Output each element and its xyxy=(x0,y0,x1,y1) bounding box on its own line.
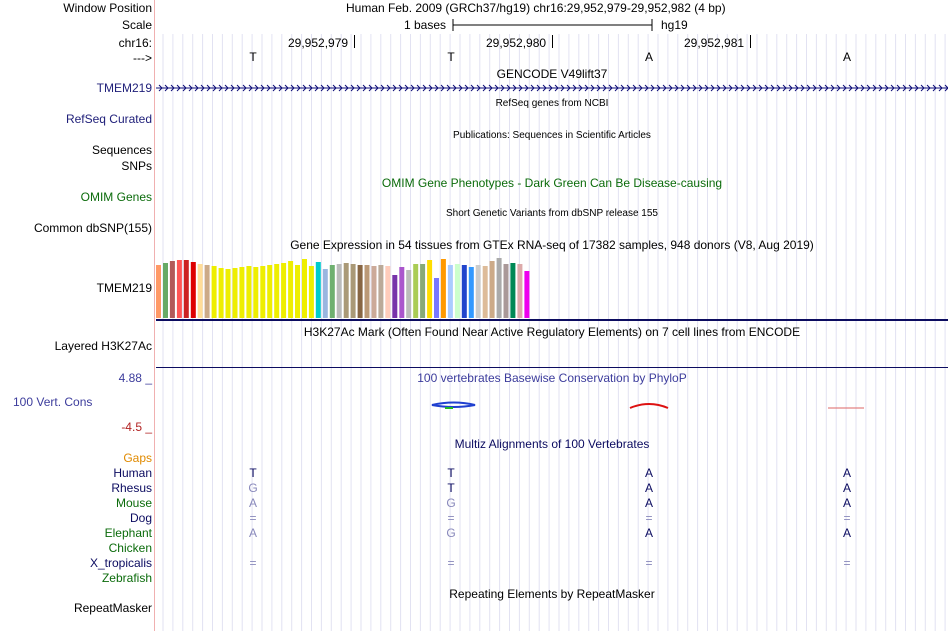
conservation-min-label: -4.5 _ xyxy=(121,420,152,434)
scale-bar xyxy=(452,17,654,33)
alignment-base: T xyxy=(249,466,257,480)
multiz-track-title: Multiz Alignments of 100 Vertebrates xyxy=(454,437,650,451)
gtex-tissue-bar[interactable] xyxy=(504,264,509,318)
species-label[interactable]: Chicken xyxy=(108,541,152,555)
gtex-tissue-bar[interactable] xyxy=(163,263,168,318)
species-label[interactable]: Human xyxy=(113,466,152,480)
refseq-track-label[interactable]: RefSeq Curated xyxy=(65,112,152,126)
gtex-tissue-bar[interactable] xyxy=(212,266,217,318)
gtex-baseline xyxy=(156,319,948,321)
alignment-base: = xyxy=(249,556,257,570)
gtex-tissue-bar[interactable] xyxy=(309,266,314,318)
gtex-tissue-bar[interactable] xyxy=(260,266,265,318)
gtex-tissue-bar[interactable] xyxy=(288,261,293,318)
conservation-max-label: 4.88 _ xyxy=(118,371,152,385)
gtex-tissue-bar[interactable] xyxy=(434,278,439,318)
h3k27ac-track-title: H3K27Ac Mark (Often Found Near Active Regulatory Elements) on 7 cell lines from ENCODE xyxy=(303,325,801,339)
gtex-tissue-bar[interactable] xyxy=(441,259,446,318)
window-position-label: Window Position xyxy=(63,1,152,15)
gtex-tissue-bar[interactable] xyxy=(170,261,175,318)
species-label[interactable]: Zebrafish xyxy=(101,571,152,585)
alignment-base: A xyxy=(248,496,257,510)
alignment-base: = xyxy=(447,556,455,570)
sequences-track-label[interactable]: Sequences xyxy=(91,143,152,157)
alignment-base: A xyxy=(842,496,851,510)
gtex-tissue-bar[interactable] xyxy=(184,260,189,318)
gencode-track-label[interactable]: TMEM219 xyxy=(96,81,152,95)
gtex-track-label[interactable]: TMEM219 xyxy=(96,281,152,295)
gtex-tissue-bar[interactable] xyxy=(226,269,231,318)
gtex-tissue-bar[interactable] xyxy=(392,275,397,318)
gtex-tissue-bar[interactable] xyxy=(267,265,272,318)
chrom-label: chr16: xyxy=(118,36,152,50)
scale-text: 1 bases xyxy=(404,18,447,32)
scale-label: Scale xyxy=(121,18,152,32)
alignment-base: A xyxy=(248,526,257,540)
position-tick xyxy=(354,35,355,48)
gtex-tissue-bar[interactable] xyxy=(156,265,161,318)
gtex-tissue-bar[interactable] xyxy=(462,265,467,318)
gtex-track-title: Gene Expression in 54 tissues from GTEx RNA-seq of 17382 samples, 948 donors (V8, Aug 2019) xyxy=(290,238,814,252)
h3k27ac-track-label[interactable]: Layered H3K27Ac xyxy=(54,339,152,353)
gtex-tissue-bar[interactable] xyxy=(483,266,488,318)
gtex-tissue-bar[interactable] xyxy=(490,261,495,318)
species-label[interactable]: Dog xyxy=(129,511,152,525)
gtex-tissue-bar[interactable] xyxy=(517,264,522,318)
gtex-tissue-bar[interactable] xyxy=(427,260,432,318)
gtex-tissue-bar[interactable] xyxy=(344,263,349,318)
species-label[interactable]: Mouse xyxy=(115,496,152,510)
gtex-tissue-bar[interactable] xyxy=(316,262,321,318)
omim-track-label[interactable]: OMIM Genes xyxy=(80,190,152,204)
omim-track-title: OMIM Gene Phenotypes - Dark Green Can Be Disease-causing xyxy=(381,176,723,190)
alignment-base: G xyxy=(446,496,456,510)
species-label[interactable]: Gaps xyxy=(123,451,152,465)
alignment-base: A xyxy=(644,466,653,480)
gtex-tissue-bar[interactable] xyxy=(253,267,258,318)
snps-track-label[interactable]: SNPs xyxy=(121,159,152,173)
reference-base: A xyxy=(842,50,851,64)
alignment-base: G xyxy=(248,481,258,495)
h3k27ac-baseline xyxy=(156,367,948,368)
conservation-track-title: 100 vertebrates Basewise Conservation by PhyloP xyxy=(417,371,687,385)
alignment-base: = xyxy=(645,511,653,525)
reference-base: A xyxy=(644,50,653,64)
gtex-tissue-bar[interactable] xyxy=(274,264,279,318)
position-tick-label: 29,952,980 xyxy=(486,36,547,50)
repeatmasker-track-label[interactable]: RepeatMasker xyxy=(73,601,152,615)
gtex-tissue-bar[interactable] xyxy=(281,263,286,318)
gtex-tissue-bar[interactable] xyxy=(455,264,460,318)
gtex-tissue-bar[interactable] xyxy=(295,265,300,318)
alignment-base: = xyxy=(843,556,851,570)
gtex-tissue-bar[interactable] xyxy=(205,265,210,318)
alignment-base: A xyxy=(644,496,653,510)
species-label[interactable]: Rhesus xyxy=(111,481,152,495)
conservation-track-label[interactable]: 100 Vert. Cons xyxy=(13,395,93,409)
gtex-tissue-bar[interactable] xyxy=(233,268,238,318)
alignment-base: = xyxy=(249,511,257,525)
gtex-tissue-bar[interactable] xyxy=(358,265,363,318)
gtex-tissue-bar[interactable] xyxy=(406,270,411,318)
track-label-divider xyxy=(154,0,155,631)
gtex-tissue-bar[interactable] xyxy=(365,265,370,318)
gtex-tissue-bar[interactable] xyxy=(524,271,529,318)
strand-label[interactable]: ---> xyxy=(133,51,152,65)
dbsnp-track-title: Short Genetic Variants from dbSNP release 155 xyxy=(446,208,658,219)
window-position-text: Human Feb. 2009 (GRCh37/hg19) chr16:29,952,979-29,952,982 (4 bp) xyxy=(346,1,726,15)
gtex-tissue-bar[interactable] xyxy=(302,259,307,318)
alignment-base: A xyxy=(842,481,851,495)
gtex-tissue-bar[interactable] xyxy=(323,269,328,318)
gtex-tissue-bar[interactable] xyxy=(510,263,515,318)
alignment-base: = xyxy=(447,511,455,525)
gtex-tissue-bar[interactable] xyxy=(378,265,383,318)
alignment-base: = xyxy=(843,511,851,525)
gtex-tissue-bar[interactable] xyxy=(330,265,335,318)
alignment-base: A xyxy=(644,526,653,540)
gtex-tissue-bar[interactable] xyxy=(469,267,474,318)
gtex-tissue-bar[interactable] xyxy=(399,267,404,318)
alignment-base: G xyxy=(446,526,456,540)
gtex-tissue-bar[interactable] xyxy=(420,264,425,318)
gtex-tissue-bar[interactable] xyxy=(448,265,453,318)
gtex-tissue-bar[interactable] xyxy=(191,262,196,318)
gtex-tissue-bar[interactable] xyxy=(476,265,481,318)
position-tick xyxy=(750,35,751,48)
refseq-track-title: RefSeq genes from NCBI xyxy=(495,98,609,109)
gtex-tissue-bar[interactable] xyxy=(413,264,418,318)
alignment-base: T xyxy=(447,466,455,480)
repeatmasker-track-title: Repeating Elements by RepeatMasker xyxy=(449,587,655,601)
gtex-expression-bars[interactable] xyxy=(156,252,536,318)
species-label[interactable]: Elephant xyxy=(104,526,152,540)
gtex-tissue-bar[interactable] xyxy=(219,268,224,318)
gtex-tissue-bar[interactable] xyxy=(372,266,377,318)
gtex-tissue-bar[interactable] xyxy=(337,264,342,318)
gtex-tissue-bar[interactable] xyxy=(239,267,244,318)
gtex-tissue-bar[interactable] xyxy=(497,258,502,318)
gtex-tissue-bar[interactable] xyxy=(198,264,203,318)
gtex-tissue-bar[interactable] xyxy=(177,260,182,318)
position-tick-label: 29,952,981 xyxy=(684,36,745,50)
position-tick xyxy=(552,35,553,48)
gencode-track-title: GENCODE V49lift37 xyxy=(496,67,608,81)
alignment-base: A xyxy=(644,481,653,495)
gtex-tissue-bar[interactable] xyxy=(246,266,251,318)
species-label[interactable]: X_tropicalis xyxy=(89,556,152,570)
gencode-gene-feature[interactable] xyxy=(156,81,948,95)
alignment-base: A xyxy=(842,526,851,540)
gtex-tissue-bar[interactable] xyxy=(351,264,356,318)
alignment-base: T xyxy=(447,481,455,495)
alignment-base: = xyxy=(645,556,653,570)
dbsnp-track-label[interactable]: Common dbSNP(155) xyxy=(33,221,152,235)
alignment-base: A xyxy=(842,466,851,480)
publications-track-title: Publications: Sequences in Scientific Articles xyxy=(453,130,651,141)
reference-base: T xyxy=(249,50,257,64)
reference-base: T xyxy=(447,50,455,64)
position-tick-label: 29,952,979 xyxy=(288,36,349,50)
gtex-tissue-bar[interactable] xyxy=(385,266,390,318)
conservation-signal[interactable] xyxy=(156,398,948,414)
scale-db: hg19 xyxy=(661,18,688,32)
